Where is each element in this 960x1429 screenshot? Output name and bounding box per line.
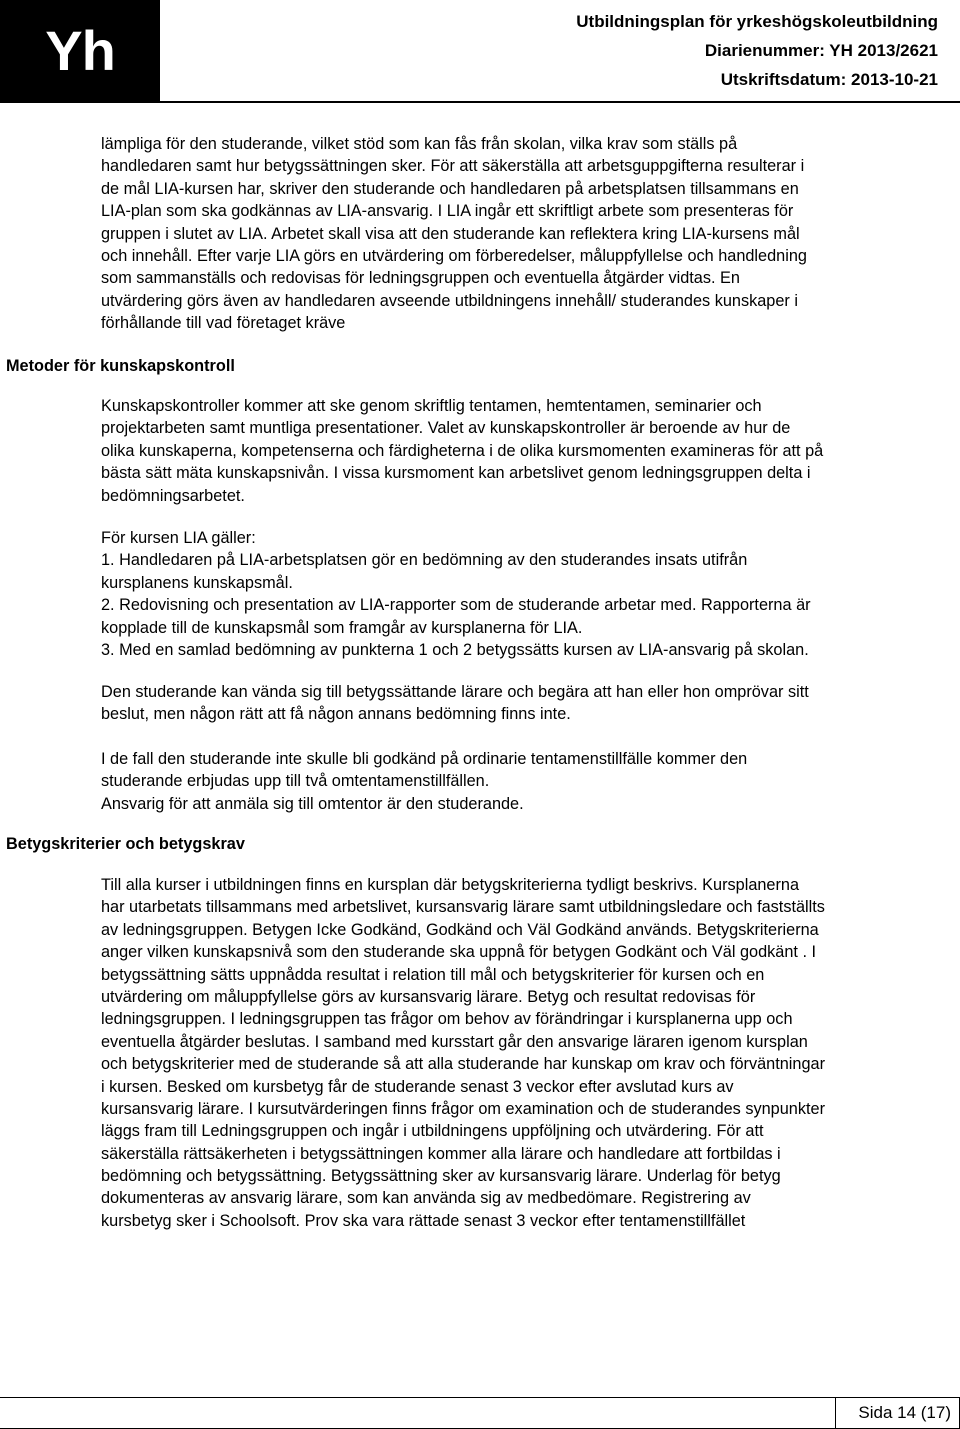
- betygskriterier-paragraph: [101, 874, 960, 1232]
- kunskapskontroll-paragraph-4: [101, 748, 960, 815]
- text-line: kopplade till de kunskapsmål som framgår av kursplanerna för LIA.: [101, 618, 583, 637]
- section-heading-kunskapskontroll: Metoder för kunskapskontroll: [6, 357, 235, 375]
- document-title: Utbildningsplan för yrkeshögskoleutbildning: [576, 12, 938, 31]
- text-line: lämpliga för den studerande, vilket stöd som kan fås från skolan, vilka krav som ställs på: [101, 135, 738, 153]
- text-line: av ledningsgruppen. Betygen Icke Godkänd, Godkänd och Väl Godkänd används. Betygskriterierna: [101, 920, 819, 939]
- text-line: och innehåll. Efter varje LIA görs en utvärdering om förberedelser, måluppfyllelse och handledning: [101, 246, 807, 265]
- text-line: handledaren samt hur betygssättningen sker. För att säkerställa att arbetsguppgifterna resulterar i: [101, 157, 805, 176]
- text-line: bedömning och betygssättning. Betygssättning sker av kursansvarig lärare. Underlag för betyg: [101, 1167, 781, 1186]
- text-line: ledningsgruppen. I ledningsgruppen tas frågor om behov av förändringar i kursplanerna upp och: [101, 1010, 793, 1029]
- header-rule: [0, 101, 960, 103]
- page-footer: [0, 1397, 960, 1429]
- text-line: i kursen. Besked om kursbetyg får de studerande senast 3 veckor efter avslutad kurs av: [101, 1077, 734, 1096]
- text-line: 1. Handledaren på LIA-arbetsplatsen gör en bedömning av den studerandes insats utifrån: [101, 551, 748, 570]
- text-line: betygssättning sätts uppnådda resultat i relation till mål och betygskriterier för kursen och en: [101, 965, 765, 984]
- diary-number: Diarienummer: YH 2013/2621: [704, 41, 938, 60]
- text-line: projektarbeten samt muntliga presentationer. Valet av kunskapskontroller är beroende av hur de: [101, 419, 791, 438]
- text-line: som sammanställs och redovisas för ledningsgruppen och eventuella åtgärder vidtas. En: [101, 269, 740, 288]
- text-line: LIA-plan som ska godkännas av LIA-ansvarig. I LIA ingår ett skriftligt arbete som presenteras för: [101, 202, 794, 221]
- text-line: studerande erbjudas upp till två omtentamenstillfällen.: [101, 772, 490, 791]
- text-line: Ansvarig för att anmäla sig till omtentor är den studerande.: [101, 794, 524, 813]
- text-line: kursbetyg sker i Schoolsoft. Prov ska vara rättade senast 3 veckor efter tentamenstillfället: [101, 1211, 746, 1230]
- intro-paragraph: [101, 133, 960, 335]
- text-line: de mål LIA-kursen har, skriver den studerande och handledaren på arbetsplatsen tillsammans en: [101, 179, 799, 198]
- yh-logo: Yh: [0, 0, 160, 102]
- text-line: har utarbetats tillsammans med arbetslivet, kursansvarig lärare samt utbildningsledare och fastställts: [101, 898, 825, 917]
- text-line: och betygskriterier med de studerande så att alla studerande har kunskap om krav och förväntningar: [101, 1055, 826, 1074]
- text-line: gruppen i slutet av LIA. Arbetet skall visa att den studerande kan reflektera kring LIA-kursens mål: [101, 224, 800, 243]
- text-line: förhållande till vad företaget kräve: [101, 314, 346, 333]
- kunskapskontroll-paragraph-1: [101, 395, 960, 507]
- text-line: kursansvarig lärare. I kursutvärderingen finns frågor om examination och de studerandes synpunkter: [101, 1099, 825, 1118]
- text-line: läggs fram till Ledningsgruppen och ingår i utbildningens uppföljning och utvärdering. För att: [101, 1122, 764, 1141]
- text-line: bedömningsarbetet.: [101, 486, 245, 505]
- text-line: utvärdering görs även av handledaren avseende utbildningens innehåll/ studerandes kunskaper i: [101, 291, 798, 310]
- page-number: Sida 14 (17): [835, 1398, 960, 1428]
- text-line: dokumenteras av ansvarig lärare, som kan använda sig av medbedömare. Registrering av: [101, 1189, 751, 1208]
- text-line: utvärdering om måluppfyllelse görs av kursansvarig lärare. Betyg och resultat redovisas för: [101, 987, 756, 1006]
- text-line: bästa sätt mäta kunskapsnivån. I vissa kursmoment kan arbetslivet genom ledningsgruppen delta i: [101, 464, 811, 483]
- text-line: I de fall den studerande inte skulle bli godkänd på ordinarie tentamenstillfälle kommer den: [101, 750, 748, 768]
- text-line: Till alla kurser i utbildningen finns en kursplan där betygskriterierna tydligt beskrivs. Kursplanerna: [101, 876, 800, 894]
- text-line: Den studerande kan vända sig till betygssättande lärare och begära att han eller hon omprövar sitt: [101, 683, 809, 701]
- text-line: kursplanens kunskapsmål.: [101, 573, 293, 592]
- text-line: olika kunskaperna, kompetenserna och färdigheterna i de olika kursmomenten examineras för att på: [101, 441, 824, 460]
- text-line: säkerställa rättsäkerheten i betygssättningen kommer alla lärare och handledare att fortbildas i: [101, 1144, 781, 1163]
- text-line: beslut, men någon rätt att få någon annans bedömning finns inte.: [101, 705, 571, 724]
- text-line: eventuella åtgärder beslutas. I samband med kursstart går den ansvarige läraren igenom kursplan: [101, 1032, 808, 1051]
- text-line: 2. Redovisning och presentation av LIA-rapporter som de studerande arbetar med. Rapporterna är: [101, 596, 811, 615]
- print-date: Utskriftsdatum: 2013-10-21: [720, 70, 938, 89]
- text-line: För kursen LIA gäller:: [101, 529, 256, 547]
- section-heading-betygskriterier: Betygskriterier och betygskrav: [6, 835, 245, 853]
- text-line: anger vilken kunskapsnivå som den studerande ska uppnå för betygen Godkänt och Väl godkänt . I: [101, 943, 817, 962]
- kunskapskontroll-lia-list: [101, 527, 960, 661]
- kunskapskontroll-paragraph-3: [101, 681, 960, 726]
- text-line: Kunskapskontroller kommer att ske genom skriftlig tentamen, hemtentamen, seminarier och: [101, 397, 762, 415]
- text-line: 3. Med en samlad bedömning av punkterna 1 och 2 betygssätts kursen av LIA-ansvarig på skolan.: [101, 640, 809, 659]
